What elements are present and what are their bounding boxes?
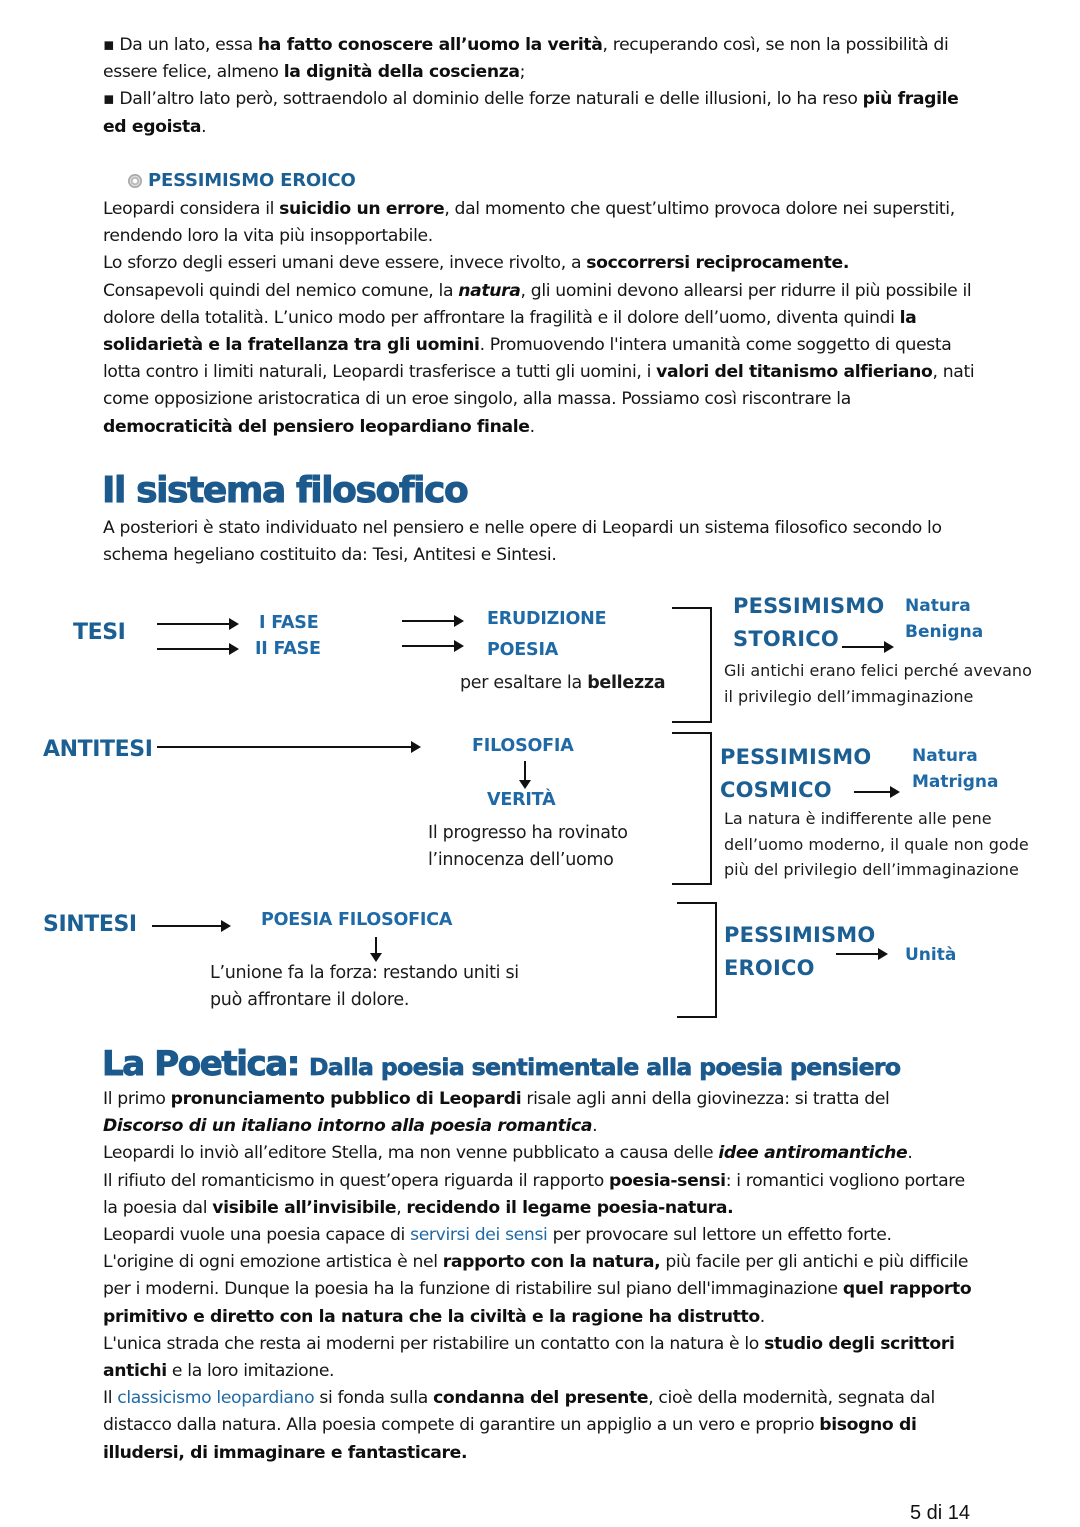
text: e la loro imitazione. xyxy=(166,1361,335,1382)
bold-text: rapporto con la natura, xyxy=(442,1252,661,1273)
arrow-down-icon xyxy=(524,761,526,785)
text: Il progresso ha rovinato xyxy=(428,823,628,843)
sintesi-poesia-filosofica: POESIA FILOSOFICA xyxy=(261,910,453,930)
text: PESSIMISMO xyxy=(733,594,885,618)
bold-text: condanna del presente xyxy=(433,1388,649,1409)
tesi-label: TESI xyxy=(73,620,126,645)
bold-text: più fragile ed egoista xyxy=(103,89,959,137)
text: . xyxy=(201,116,207,137)
text: . xyxy=(759,1306,765,1327)
text: ; xyxy=(519,62,526,83)
text: . Promuovendo l'intera umanità come soggetto di questa lotta contro i limiti naturali, Leopardi trasferisce a tutti gli uomini, i xyxy=(103,335,952,383)
bold-text: la dignità della coscienza xyxy=(283,62,520,83)
tesi-note xyxy=(460,670,665,697)
text: , nati come opposizione aristocratica di un eroe singolo, alla massa. Possiamo così riscontrare la xyxy=(103,362,975,410)
sistema-intro: A posteriori è stato individuato nel pensiero e nelle opere di Leopardi un sistema filosofico secondo lo schema hegeliano costituito da: Tesi, Antitesi e Sintesi. xyxy=(103,518,942,566)
bold-text: pronunciamento pubblico di Leopardi xyxy=(170,1089,522,1109)
text: Consapevoli quindi del nemico comune, la xyxy=(103,280,459,301)
antitesi-description xyxy=(724,806,1029,883)
bold-text: la solidarietà e la fratellanza tra gli uomini xyxy=(103,307,917,356)
title-sub: Dalla poesia sentimentale alla poesia pensiero xyxy=(308,1053,901,1081)
bold-text: suicidio un errore xyxy=(279,199,445,219)
arrow-right-icon xyxy=(157,648,237,650)
text: Il rifiuto del romanticismo in quest’opera riguarda il rapporto xyxy=(103,1170,610,1191)
text: EROICO xyxy=(724,956,815,980)
unita: Unità xyxy=(905,945,957,965)
bold-text: bisogno di illudersi, di immaginare e fantasticare. xyxy=(103,1415,917,1463)
text: STORICO xyxy=(733,627,839,651)
text: , cioè della modernità, segnata dal distacco dalla natura. Alla poesia compete di garantire un appiglio a un vero e proprio xyxy=(103,1388,935,1436)
text: COSMICO xyxy=(720,778,832,802)
text: . xyxy=(907,1143,913,1164)
bold-italic-text: Discorso di un italiano intorno alla poesia romantica xyxy=(103,1116,593,1137)
antitesi-note xyxy=(428,820,628,874)
text: Leopardi lo inviò all’editore Stella, ma non venne pubblicato a causa delle xyxy=(103,1143,719,1164)
text: Il primo xyxy=(103,1089,171,1109)
tesi-fase2: II FASE xyxy=(255,639,321,659)
arrow-right-icon xyxy=(854,791,898,793)
text: per esaltare la xyxy=(460,673,588,693)
text: . xyxy=(529,416,535,437)
pessimismo-eroico-diagram xyxy=(724,919,875,985)
arrow-right-icon xyxy=(157,746,419,748)
text: L'unica strada che resta ai moderni per ristabilire un contatto con la natura è lo xyxy=(103,1333,765,1354)
pessimismo-eroico-body xyxy=(103,196,983,441)
arrow-right-icon xyxy=(152,925,229,927)
bold-text: bellezza xyxy=(587,673,666,693)
sintesi-label: SINTESI xyxy=(43,912,137,937)
arrow-down-icon xyxy=(375,937,377,958)
pessimismo-cosmico xyxy=(720,741,871,807)
text: : i romantici vogliono portare la poesia dal xyxy=(103,1170,965,1218)
bold-text: recidendo il legame poesia-natura. xyxy=(406,1197,734,1218)
page-number: 5 di 14 xyxy=(910,1502,971,1524)
bold-text: democraticità del pensiero leopardiano finale xyxy=(103,416,530,437)
arrow-right-icon xyxy=(842,646,892,648)
text: PESSIMISMO xyxy=(724,923,876,947)
text: per provocare sul lettore un effetto forte. xyxy=(547,1225,892,1246)
text: . xyxy=(592,1116,598,1137)
section-subheading xyxy=(128,170,356,191)
antitesi-filosofia: FILOSOFIA xyxy=(472,736,574,756)
bracket xyxy=(672,732,712,885)
text: più del privilegio dell’immaginazione xyxy=(724,860,1019,879)
bold-text: visibile all’invisibile xyxy=(212,1197,397,1218)
text: ▪ Dall’altro lato però, sottraendolo al dominio delle forze naturali e delle illusioni, lo ha reso xyxy=(103,89,863,110)
text: può affrontare il dolore. xyxy=(210,990,410,1010)
text: Leopardi considera il xyxy=(103,199,280,219)
sintesi-note xyxy=(210,960,519,1014)
text: L’unione fa la forza: restando uniti si xyxy=(210,963,519,983)
arrow-right-icon xyxy=(836,953,886,955)
text: ▪ Da un lato, essa xyxy=(103,35,258,55)
text: , gli uomini devono allearsi per ridurre il più possibile il dolore della totalità. L’unico modo per affrontare la fragilità e il dolore dell’uomo, diventa quindi xyxy=(103,280,972,328)
bracket xyxy=(672,607,712,723)
text: Gli antichi erano felici perché avevano xyxy=(724,661,1032,680)
antitesi-label: ANTITESI xyxy=(43,737,153,762)
bold-text: ha fatto conoscere all’uomo la verità xyxy=(257,35,603,55)
bold-italic-text: idee antiromantiche xyxy=(718,1143,908,1164)
bold-text: poesia-sensi xyxy=(609,1170,726,1191)
highlight-text: servirsi dei sensi xyxy=(410,1225,548,1246)
tesi-poesia: POESIA xyxy=(487,640,559,660)
text: L'origine di ogni emozione artistica è nel xyxy=(103,1252,443,1273)
text: , dal momento che quest’ultimo provoca dolore nei superstiti, rendendo loro la vita più insopportabile. xyxy=(103,199,955,247)
natura-benigna xyxy=(905,593,983,645)
text: Natura xyxy=(905,596,971,616)
text: Benigna xyxy=(905,622,984,642)
text: l’innocenza dell’uomo xyxy=(428,850,614,870)
intro-bullets xyxy=(103,32,983,141)
text: dell’uomo moderno, il quale non gode xyxy=(724,834,1029,854)
text: La natura è indifferente alle pene xyxy=(724,809,992,828)
gear-bullet-icon xyxy=(128,174,142,188)
title-main: La Poetica: xyxy=(102,1044,299,1084)
antitesi-verita: VERITÀ xyxy=(487,790,556,810)
text: Matrigna xyxy=(912,772,999,792)
bold-text: studio degli scrittori antichi xyxy=(103,1333,955,1382)
text: si fonda sulla xyxy=(314,1388,434,1409)
bold-text: quel rapporto primitivo e diretto con la natura che la civiltà e la ragione ha distrutto xyxy=(103,1279,972,1327)
arrow-right-icon xyxy=(157,623,237,625)
bracket xyxy=(677,902,717,1018)
section-title-sistema: Il sistema filosofico xyxy=(102,470,468,511)
poetica-body xyxy=(103,1086,983,1467)
text: Lo sforzo degli esseri umani deve essere, invece rivolto, a xyxy=(103,253,587,274)
natura-matrigna xyxy=(912,743,998,795)
text: più facile per gli antichi e più difficile per i moderni. Dunque la poesia ha la funzione di ristabilire sul piano dell'immaginazione xyxy=(103,1252,969,1300)
section-title-poetica xyxy=(102,1044,900,1084)
text: , recuperando così, se non la possibilità di essere felice, almeno xyxy=(103,35,949,83)
bold-text: soccorrersi reciprocamente. xyxy=(586,253,850,274)
subheading-title: PESSIMISMO EROICO xyxy=(148,170,356,191)
highlight-text: classicismo leopardiano xyxy=(117,1388,315,1409)
text: Natura xyxy=(912,746,978,766)
arrow-right-icon xyxy=(402,620,462,622)
text: , xyxy=(396,1197,407,1218)
text: il privilegio dell’immaginazione xyxy=(724,686,974,706)
tesi-erudizione: ERUDIZIONE xyxy=(487,609,607,629)
arrow-right-icon xyxy=(402,645,462,647)
bold-italic-text: natura xyxy=(458,280,521,301)
tesi-fase1: I FASE xyxy=(259,613,319,633)
text: PESSIMISMO xyxy=(720,745,872,769)
bold-text: valori del titanismo alfieriano xyxy=(656,362,933,383)
text: risale agli anni della giovinezza: si tratta del xyxy=(521,1089,890,1109)
text: Leopardi vuole una poesia capace di xyxy=(103,1225,411,1246)
tesi-description xyxy=(724,658,1032,709)
text: Il xyxy=(103,1388,118,1409)
